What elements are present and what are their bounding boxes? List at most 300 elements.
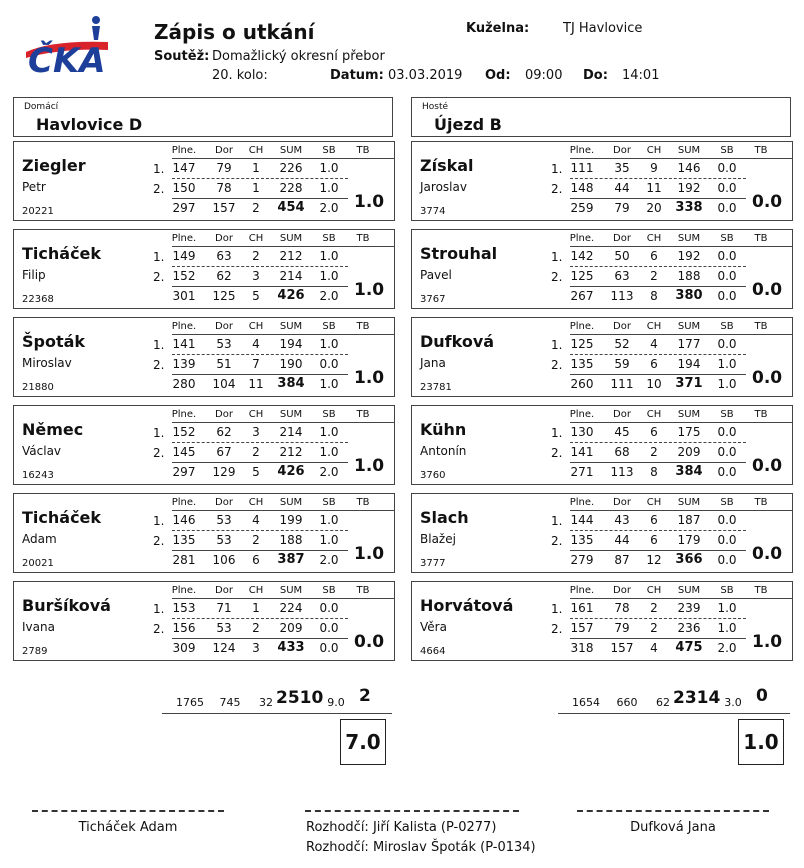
competition-label: Soutěž:	[154, 49, 210, 64]
home-player-box	[13, 493, 395, 573]
player-surname: Němec	[22, 420, 84, 439]
score-cell: 79	[614, 621, 630, 635]
player-registration: 22368	[22, 294, 54, 305]
row-number: 1.	[153, 338, 165, 352]
column-header: Dor	[613, 409, 631, 420]
home-team-name: Havlovice D	[36, 115, 143, 134]
score-cell: 192	[677, 249, 701, 263]
player-registration: 2789	[22, 646, 48, 657]
away-player-box	[411, 405, 793, 485]
score-cell: 8	[650, 289, 658, 303]
column-header: CH	[248, 409, 264, 420]
player-registration: 23781	[420, 382, 452, 393]
score-cell: 78	[216, 181, 232, 195]
score-cell: 194	[279, 337, 303, 351]
row-number: 2.	[153, 182, 165, 196]
score-cell: 4	[252, 337, 260, 351]
total-line	[570, 638, 746, 639]
column-header: TB	[356, 321, 370, 332]
away-player-box	[411, 317, 793, 397]
team-points: 0.0	[752, 280, 783, 300]
home-total-dor: 745	[219, 696, 241, 709]
column-header: Plne.	[171, 497, 197, 508]
player-first-name: Adam	[22, 532, 57, 546]
score-cell: 188	[279, 533, 303, 547]
score-cell: 475	[675, 640, 703, 655]
away-total-plne: 1654	[572, 696, 600, 709]
header-line	[570, 422, 792, 423]
player-registration: 4664	[420, 646, 446, 657]
score-cell: 6	[650, 513, 658, 527]
away-total-sb: 3.0	[724, 696, 742, 709]
column-header: SUM	[279, 321, 303, 332]
score-cell: 1.0	[319, 513, 339, 527]
away-player-box	[411, 229, 793, 309]
score-cell: 3	[252, 641, 260, 655]
header-line	[570, 598, 792, 599]
score-cell: 212	[279, 249, 303, 263]
score-cell: 267	[570, 289, 594, 303]
team-points: 1.0	[354, 544, 385, 564]
away-team-box	[411, 97, 791, 137]
referee-2: Rozhodčí: Miroslav Špoták (P-0134)	[306, 840, 536, 855]
score-cell: 0.0	[717, 465, 737, 479]
score-cell: 175	[677, 425, 701, 439]
column-header: SUM	[677, 497, 701, 508]
logo-text: ČKA	[28, 41, 106, 76]
column-header: CH	[248, 321, 264, 332]
column-header: CH	[646, 321, 662, 332]
referee-signature-line	[305, 810, 519, 812]
score-cell: 280	[172, 377, 196, 391]
column-header: SB	[720, 321, 734, 332]
score-cell: 5	[252, 289, 260, 303]
score-cell: 0.0	[717, 337, 737, 351]
score-cell: 35	[614, 161, 630, 175]
row-number: 2.	[153, 446, 165, 460]
column-header: Dor	[613, 321, 631, 332]
score-cell: 0.0	[717, 533, 737, 547]
score-cell: 10	[646, 377, 662, 391]
score-cell: 0.0	[717, 181, 737, 195]
score-cell: 104	[212, 377, 236, 391]
score-cell: 1.0	[319, 249, 339, 263]
score-cell: 209	[279, 621, 303, 635]
score-cell: 209	[677, 445, 701, 459]
away-match-points: 1.0	[738, 719, 784, 765]
home-signature-line	[32, 810, 224, 812]
score-cell: 139	[172, 357, 196, 371]
score-cell: 1.0	[319, 533, 339, 547]
away-signature-line	[577, 810, 769, 812]
score-cell: 309	[172, 641, 196, 655]
score-cell: 192	[677, 181, 701, 195]
score-cell: 3	[252, 269, 260, 283]
score-cell: 59	[614, 357, 630, 371]
header-line	[172, 598, 394, 599]
total-line	[570, 550, 746, 551]
player-surname: Ticháček	[22, 508, 102, 527]
round-label: 20. kolo:	[212, 68, 268, 83]
away-team-name: Újezd B	[434, 115, 502, 134]
column-header: Dor	[613, 233, 631, 244]
column-header: Dor	[215, 321, 233, 332]
score-cell: 63	[216, 249, 232, 263]
score-cell: 6	[252, 553, 260, 567]
score-cell: 141	[172, 337, 196, 351]
score-cell: 454	[277, 200, 305, 215]
row-divider	[570, 266, 746, 267]
player-registration: 16243	[22, 470, 54, 481]
column-header: TB	[356, 233, 370, 244]
score-cell: 179	[677, 533, 701, 547]
score-cell: 212	[279, 445, 303, 459]
team-points: 1.0	[354, 456, 385, 476]
score-cell: 271	[570, 465, 594, 479]
away-total-dor: 660	[616, 696, 638, 709]
score-cell: 187	[677, 513, 701, 527]
score-cell: 2	[252, 533, 260, 547]
column-header: TB	[356, 497, 370, 508]
column-header: Dor	[613, 497, 631, 508]
score-cell: 1.0	[319, 269, 339, 283]
column-header: Plne.	[171, 321, 197, 332]
score-cell: 135	[570, 533, 594, 547]
score-cell: 2.0	[717, 641, 737, 655]
score-cell: 2	[252, 249, 260, 263]
player-first-name: Antonín	[420, 444, 467, 458]
row-number: 1.	[153, 426, 165, 440]
score-cell: 1.0	[717, 357, 737, 371]
player-first-name: Věra	[420, 620, 447, 634]
header-line	[570, 246, 792, 247]
score-cell: 2	[650, 601, 658, 615]
column-header: CH	[248, 585, 264, 596]
score-cell: 125	[570, 337, 594, 351]
score-cell: 148	[570, 181, 594, 195]
score-cell: 384	[277, 376, 305, 391]
score-cell: 7	[252, 357, 260, 371]
end-time-label: Do:	[583, 68, 608, 83]
row-number: 2.	[551, 446, 563, 460]
team-points: 1.0	[354, 368, 385, 388]
row-number: 1.	[551, 426, 563, 440]
away-total-tb: 0	[756, 686, 768, 706]
score-cell: 366	[675, 552, 703, 567]
total-line	[172, 550, 348, 551]
score-cell: 0.0	[717, 161, 737, 175]
player-surname: Špoták	[22, 332, 86, 351]
score-cell: 129	[212, 465, 236, 479]
player-first-name: Miroslav	[22, 356, 72, 370]
team-points: 0.0	[752, 456, 783, 476]
score-cell: 0.0	[717, 445, 737, 459]
score-cell: 1.0	[717, 621, 737, 635]
row-number: 2.	[551, 622, 563, 636]
column-header: SB	[322, 145, 336, 156]
column-header: Dor	[215, 145, 233, 156]
header-line	[172, 158, 394, 159]
column-header: SUM	[279, 233, 303, 244]
score-cell: 145	[172, 445, 196, 459]
column-header: Dor	[215, 233, 233, 244]
score-cell: 53	[216, 621, 232, 635]
row-number: 1.	[551, 162, 563, 176]
away-team-label: Hosté	[422, 102, 449, 112]
score-cell: 142	[570, 249, 594, 263]
score-cell: 79	[614, 201, 630, 215]
team-points: 1.0	[752, 632, 783, 652]
score-cell: 157	[212, 201, 236, 215]
away-total-sum: 2314	[673, 688, 721, 708]
score-cell: 1.0	[319, 377, 339, 391]
column-header: SB	[322, 409, 336, 420]
score-cell: 2.0	[319, 201, 339, 215]
home-total-sb: 9.0	[327, 696, 345, 709]
player-first-name: Ivana	[22, 620, 55, 634]
score-cell: 79	[216, 161, 232, 175]
column-header: Dor	[215, 497, 233, 508]
column-header: SUM	[279, 585, 303, 596]
score-cell: 0.0	[319, 357, 339, 371]
row-divider	[570, 530, 746, 531]
score-cell: 236	[677, 621, 701, 635]
player-surname: Slach	[420, 508, 469, 527]
score-cell: 2.0	[319, 289, 339, 303]
score-cell: 2.0	[319, 465, 339, 479]
column-header: CH	[248, 145, 264, 156]
score-cell: 190	[279, 357, 303, 371]
score-cell: 177	[677, 337, 701, 351]
score-cell: 0.0	[717, 201, 737, 215]
row-number: 1.	[551, 338, 563, 352]
score-cell: 12	[646, 553, 662, 567]
row-number: 2.	[551, 358, 563, 372]
score-cell: 8	[650, 465, 658, 479]
score-cell: 281	[172, 553, 196, 567]
score-cell: 1.0	[319, 425, 339, 439]
row-divider	[172, 354, 348, 355]
row-divider	[172, 178, 348, 179]
column-header: CH	[646, 145, 662, 156]
column-header: CH	[248, 497, 264, 508]
score-cell: 67	[216, 445, 232, 459]
player-surname: Ziegler	[22, 156, 86, 175]
home-player-box	[13, 581, 395, 661]
row-number: 1.	[551, 514, 563, 528]
score-cell: 318	[570, 641, 594, 655]
lane-value: TJ Havlovice	[563, 21, 643, 36]
score-cell: 259	[570, 201, 594, 215]
score-cell: 214	[279, 269, 303, 283]
player-surname: Dufková	[420, 332, 495, 351]
score-cell: 4	[650, 337, 658, 351]
player-surname: Horvátová	[420, 596, 514, 615]
column-header: Plne.	[569, 233, 595, 244]
column-header: CH	[646, 585, 662, 596]
column-header: Plne.	[171, 145, 197, 156]
home-total-tb: 2	[359, 686, 371, 706]
header-line	[570, 158, 792, 159]
row-divider	[172, 266, 348, 267]
team-points: 0.0	[354, 632, 385, 652]
score-cell: 2	[252, 201, 260, 215]
header-line	[172, 246, 394, 247]
score-cell: 146	[172, 513, 196, 527]
column-header: CH	[646, 497, 662, 508]
column-header: TB	[754, 321, 768, 332]
score-cell: 51	[216, 357, 232, 371]
score-cell: 1.0	[319, 181, 339, 195]
score-cell: 0.0	[717, 425, 737, 439]
score-cell: 52	[614, 337, 630, 351]
away-player-box	[411, 493, 793, 573]
column-header: Plne.	[171, 409, 197, 420]
score-cell: 63	[614, 269, 630, 283]
total-line	[570, 374, 746, 375]
row-number: 1.	[153, 250, 165, 264]
score-cell: 226	[279, 161, 303, 175]
home-total-plne: 1765	[176, 696, 204, 709]
score-cell: 53	[216, 337, 232, 351]
column-header: Dor	[613, 585, 631, 596]
score-cell: 62	[216, 425, 232, 439]
column-header: Dor	[613, 145, 631, 156]
score-cell: 1.0	[319, 161, 339, 175]
column-header: SUM	[677, 145, 701, 156]
header-line	[570, 334, 792, 335]
column-header: SB	[322, 233, 336, 244]
score-cell: 152	[172, 269, 196, 283]
column-header: TB	[356, 409, 370, 420]
score-cell: 157	[570, 621, 594, 635]
player-registration: 3767	[420, 294, 446, 305]
score-cell: 62	[216, 269, 232, 283]
column-header: Plne.	[171, 585, 197, 596]
column-header: SUM	[677, 585, 701, 596]
score-cell: 188	[677, 269, 701, 283]
home-team-label: Domácí	[24, 102, 59, 112]
score-cell: 239	[677, 601, 701, 615]
score-cell: 1	[252, 181, 260, 195]
team-points: 1.0	[354, 280, 385, 300]
player-surname: Buršíková	[22, 596, 111, 615]
date-label: Datum:	[330, 68, 384, 83]
row-number: 2.	[551, 270, 563, 284]
column-header: TB	[754, 233, 768, 244]
player-surname: Strouhal	[420, 244, 498, 263]
score-cell: 0.0	[717, 553, 737, 567]
score-cell: 6	[650, 249, 658, 263]
row-number: 2.	[153, 270, 165, 284]
end-time-value: 14:01	[622, 68, 660, 83]
score-cell: 3	[252, 425, 260, 439]
column-header: SUM	[279, 145, 303, 156]
row-divider	[570, 618, 746, 619]
score-cell: 6	[650, 357, 658, 371]
score-cell: 2	[252, 445, 260, 459]
player-registration: 3777	[420, 558, 446, 569]
score-cell: 384	[675, 464, 703, 479]
page-title: Zápis o utkání	[154, 20, 315, 44]
away-captain-name: Dufková Jana	[630, 820, 716, 835]
score-cell: 0.0	[717, 289, 737, 303]
score-cell: 260	[570, 377, 594, 391]
score-cell: 4	[252, 513, 260, 527]
score-cell: 1.0	[717, 377, 737, 391]
score-cell: 0.0	[319, 601, 339, 615]
score-cell: 130	[570, 425, 594, 439]
home-total-ch: 32	[259, 696, 273, 709]
column-header: Plne.	[569, 321, 595, 332]
score-cell: 146	[677, 161, 701, 175]
score-cell: 153	[172, 601, 196, 615]
score-cell: 0.0	[717, 249, 737, 263]
player-first-name: Jana	[420, 356, 446, 370]
score-cell: 113	[610, 465, 634, 479]
score-cell: 135	[570, 357, 594, 371]
score-cell: 111	[610, 377, 634, 391]
score-cell: 149	[172, 249, 196, 263]
score-cell: 20	[646, 201, 662, 215]
total-line	[172, 638, 348, 639]
column-header: Plne.	[569, 497, 595, 508]
score-cell: 301	[172, 289, 196, 303]
player-first-name: Petr	[22, 180, 46, 194]
home-match-points: 7.0	[340, 719, 386, 765]
player-registration: 21880	[22, 382, 54, 393]
player-first-name: Václav	[22, 444, 62, 458]
score-cell: 1	[252, 161, 260, 175]
score-cell: 124	[212, 641, 236, 655]
row-divider	[172, 442, 348, 443]
row-number: 2.	[153, 622, 165, 636]
score-cell: 6	[650, 425, 658, 439]
column-header: SUM	[677, 233, 701, 244]
player-first-name: Blažej	[420, 532, 456, 546]
away-player-box	[411, 141, 793, 221]
column-header: SB	[322, 497, 336, 508]
total-line	[172, 198, 348, 199]
score-cell: 0.0	[319, 641, 339, 655]
row-number: 2.	[153, 534, 165, 548]
score-cell: 2	[252, 621, 260, 635]
total-line	[570, 286, 746, 287]
score-cell: 9	[650, 161, 658, 175]
player-registration: 20221	[22, 206, 54, 217]
header-line	[570, 510, 792, 511]
score-cell: 68	[614, 445, 630, 459]
player-surname: Kühn	[420, 420, 467, 439]
score-cell: 1.0	[319, 337, 339, 351]
row-number: 1.	[551, 250, 563, 264]
total-line	[172, 374, 348, 375]
score-cell: 2	[650, 621, 658, 635]
score-cell: 426	[277, 464, 305, 479]
player-surname: Získal	[420, 156, 474, 175]
start-time-label: Od:	[485, 68, 511, 83]
column-header: Plne.	[569, 585, 595, 596]
score-cell: 199	[279, 513, 303, 527]
score-cell: 1.0	[717, 601, 737, 615]
column-header: SUM	[677, 321, 701, 332]
score-cell: 0.0	[319, 621, 339, 635]
total-line	[172, 462, 348, 463]
lane-label: Kuželna:	[466, 21, 530, 36]
score-cell: 297	[172, 465, 196, 479]
column-header: CH	[646, 409, 662, 420]
column-header: CH	[248, 233, 264, 244]
